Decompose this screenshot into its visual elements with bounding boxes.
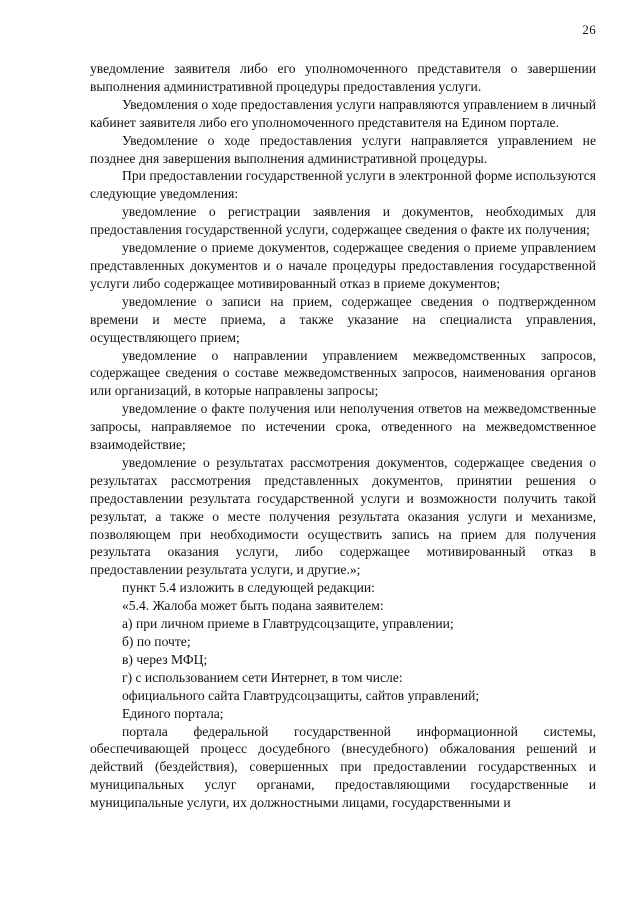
- paragraph: уведомление о записи на прием, содержащее сведения о подтвержденном времени и месте приема, а также указание на специалиста управления, осуществляющего прием;: [90, 293, 596, 345]
- list-item: а) при личном приеме в Главтрудсоцзащите, управлении;: [122, 616, 454, 632]
- paragraph: пункт 5.4 изложить в следующей редакции:: [122, 580, 375, 596]
- list-item: г) с использованием сети Интернет, в том числе:: [122, 669, 403, 685]
- paragraph: Уведомления о ходе предоставления услуги направляются управлением в личный кабинет заявителя либо его уполномоченного представителя на Едином портале.: [90, 96, 596, 130]
- paragraph: уведомление о приеме документов, содержащее сведения о приеме управлением представленных документов и о начале процедуры предоставления государственной услуги либо содержащее мотивированный отказ в приеме документов;: [90, 240, 596, 291]
- paragraph: «5.4. Жалоба может быть подана заявителем:: [122, 598, 384, 614]
- list-item: б) по почте;: [122, 634, 191, 649]
- paragraph: уведомление о факте получения или неполучения ответов на межведомственные запросы, направляемое по истечении срока, отведенного на межведомственное взаимодействие;: [90, 401, 596, 453]
- paragraph: При предоставлении государственной услуги в электронной форме используются следующие уведомления:: [90, 168, 596, 202]
- document-body: [90, 60, 596, 812]
- list-item: официального сайта Главтрудсоцзащиты, сайтов управлений;: [122, 687, 480, 703]
- paragraph: Уведомление о ходе предоставления услуги направляется управлением не позднее дня завершения выполнения административной процедуры.: [90, 132, 596, 166]
- list-item: в) через МФЦ;: [122, 651, 208, 667]
- paragraph: уведомление о регистрации заявления и документов, необходимых для предоставления государственной услуги, содержащее сведения о факте их получения;: [90, 204, 596, 238]
- page-number: 26: [582, 22, 596, 37]
- paragraph: уведомление заявителя либо его уполномоченного представителя о завершении выполнения административной процедуры предоставления услуги.: [90, 61, 596, 94]
- paragraph: портала федеральной государственной информационной системы, обеспечивающей процесс досудебного (внесудебного) обжалования решений и действий (бездействия), совершенных при предоставлении государственных и муниципальных услуг органами, предоставляющими государственные и муниципальные услуги, их должностными лицами, государственными и: [90, 723, 596, 811]
- list-item: Единого портала;: [122, 705, 224, 721]
- paragraph: уведомление о направлении управлением межведомственных запросов, содержащее сведения о составе межведомственных запросов, наименования органов или организаций, в которые направлены запросы;: [90, 347, 596, 399]
- paragraph: уведомление о результатах рассмотрения документов, содержащее сведения о результатах рассмотрения представленных документов, принятии решения о предоставлении результата государственной услуги и возможности получить такой результат, а также о месте получения результата оказания услуги и механизме, позволяющем при необходимости осуществить запись на прием для получения результата оказания услуги, либо содержащее мотивированный отказ в предоставлении результата услуги, и другие.»;: [90, 454, 596, 578]
